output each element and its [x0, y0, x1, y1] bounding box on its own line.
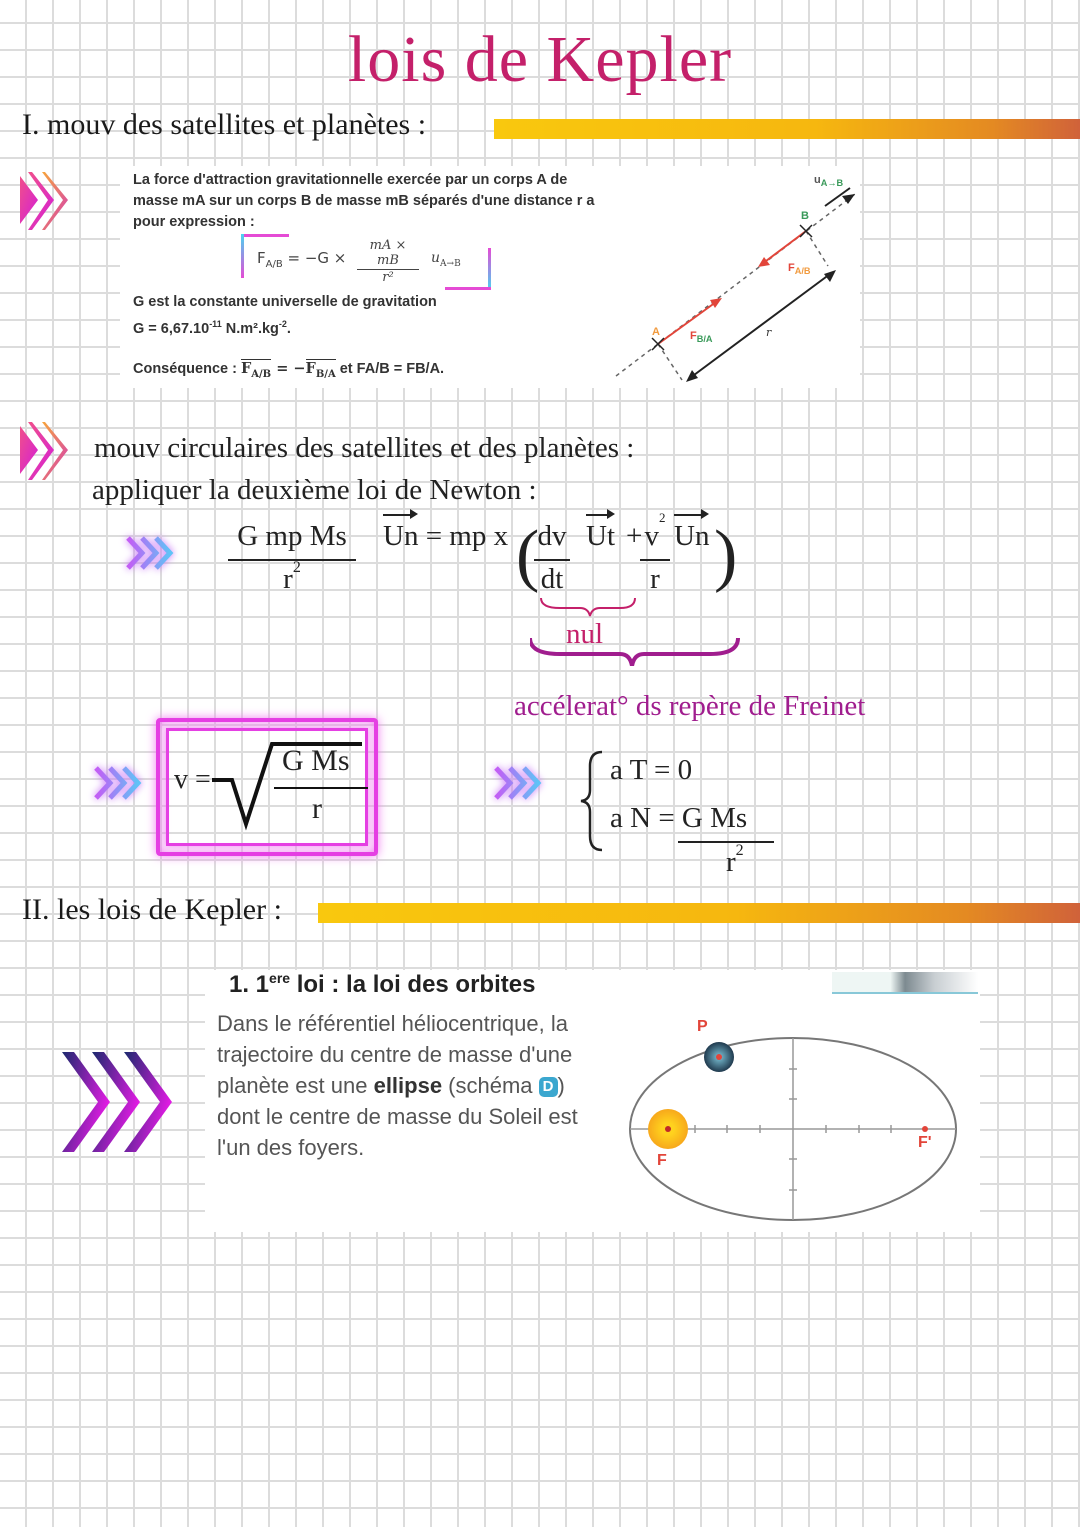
normal-acceleration: a N = G Ms — [610, 802, 748, 834]
force-ab-label: $F_{A/B}$ — [788, 262, 811, 277]
unit-vector-label: $u_{A\to B}$ — [814, 174, 844, 189]
focus-f-label: F — [657, 1152, 667, 1169]
gradient-chevron-icon — [60, 1050, 176, 1154]
force-ba-label: $F_{B/A}$ — [690, 330, 713, 345]
law-of-orbits-card — [205, 970, 980, 1232]
freinet-acceleration-label: accélerat° ds repère de Freinet — [514, 690, 866, 722]
gravitation-formula — [241, 234, 491, 290]
distance-r-label: r — [766, 326, 772, 339]
normal-acceleration-denominator: $r^2$ — [726, 842, 744, 878]
section-2-highlight-bar — [318, 903, 1080, 923]
tangential-acceleration: a T = 0 — [610, 754, 693, 786]
gravitation-card — [120, 166, 860, 388]
system-brace — [578, 750, 608, 852]
law-1-body: Dans le référentiel héliocentrique, la trajectoire du centre de masse d'une planète est une ellipse (schéma D ) dont le centre de masse du Soleil est l'un des foyers. — [217, 1011, 578, 1160]
neon-chevron-icon — [92, 764, 148, 802]
un-vector: Un — [674, 520, 710, 552]
unit-vector-subscript: A→B — [440, 258, 461, 269]
force-diagram — [610, 166, 860, 388]
point-b-label: B — [801, 210, 809, 222]
page-title: lois de Kepler — [347, 23, 733, 96]
equation-rhs: Un = mp x — [383, 520, 509, 552]
newton-second-law-line: appliquer la deuxième loi de Newton : — [92, 474, 537, 506]
force-symbol: F — [257, 249, 266, 267]
force-subscript: A/B — [265, 259, 283, 270]
open-paren: ( — [516, 517, 540, 594]
formula-equals: = −G × — [287, 249, 347, 267]
formula-numerator: mA × mB — [369, 238, 407, 268]
unit-vector: u — [431, 250, 441, 266]
neon-chevron-icon — [492, 764, 548, 802]
chevron-triple-icon — [18, 420, 70, 482]
brace-annotations — [530, 596, 750, 666]
formula-denominator: r² — [357, 269, 419, 285]
law-1-title: 1. 1ere loi : la loi des orbites — [229, 970, 536, 998]
book-image-strip — [832, 972, 978, 994]
dv-dt-fraction: dv dt — [534, 520, 570, 596]
section-2-heading: II. les lois de Kepler : — [22, 893, 282, 926]
equation-lhs-fraction: G mp Ms $r^2$ — [228, 520, 356, 596]
ut-vector: Ut — [586, 520, 615, 552]
focus-f-prime-label: F' — [918, 1134, 932, 1151]
g-constant-value: $G = 6,67.10^{-11}$ $N.m^2.kg^{-2}$. — [133, 319, 291, 337]
g-constant-label: G est la constante universelle de gravitation — [133, 294, 437, 310]
circular-motion-heading: mouv circulaires des satellites et des planètes : — [94, 432, 635, 464]
chevron-triple-icon — [18, 170, 70, 232]
velocity-lhs: v = — [174, 764, 211, 795]
plus-sign: + — [626, 520, 643, 552]
gravitation-intro: La force d'attraction gravitationnelle exercée par un corps A de masse mA sur un corps B de masse mB séparés d'une distance r a pour expression : — [133, 172, 595, 230]
point-a-label: A — [652, 326, 660, 338]
neon-chevron-icon — [124, 534, 180, 572]
elliptical-orbit-diagram — [625, 1010, 965, 1230]
velocity-formula-box — [156, 718, 378, 856]
schema-d-badge: D — [539, 1077, 558, 1097]
close-paren: ) — [714, 517, 738, 594]
v2-r-fraction: $v^2$ r — [640, 520, 670, 596]
planet-p-label: P — [697, 1018, 708, 1035]
velocity-denominator: r — [312, 792, 322, 825]
section-1-highlight-bar — [494, 119, 1080, 139]
fraction-bar — [678, 841, 774, 843]
consequence-line: Conséquence : $F_{A/B} = -F_{B/A}$ et FA/B = FB/A. — [133, 360, 445, 380]
section-1-heading: I. mouv des satellites et planètes : — [22, 108, 427, 141]
velocity-numerator: G Ms — [282, 744, 350, 777]
nul-label: nul — [566, 618, 604, 650]
